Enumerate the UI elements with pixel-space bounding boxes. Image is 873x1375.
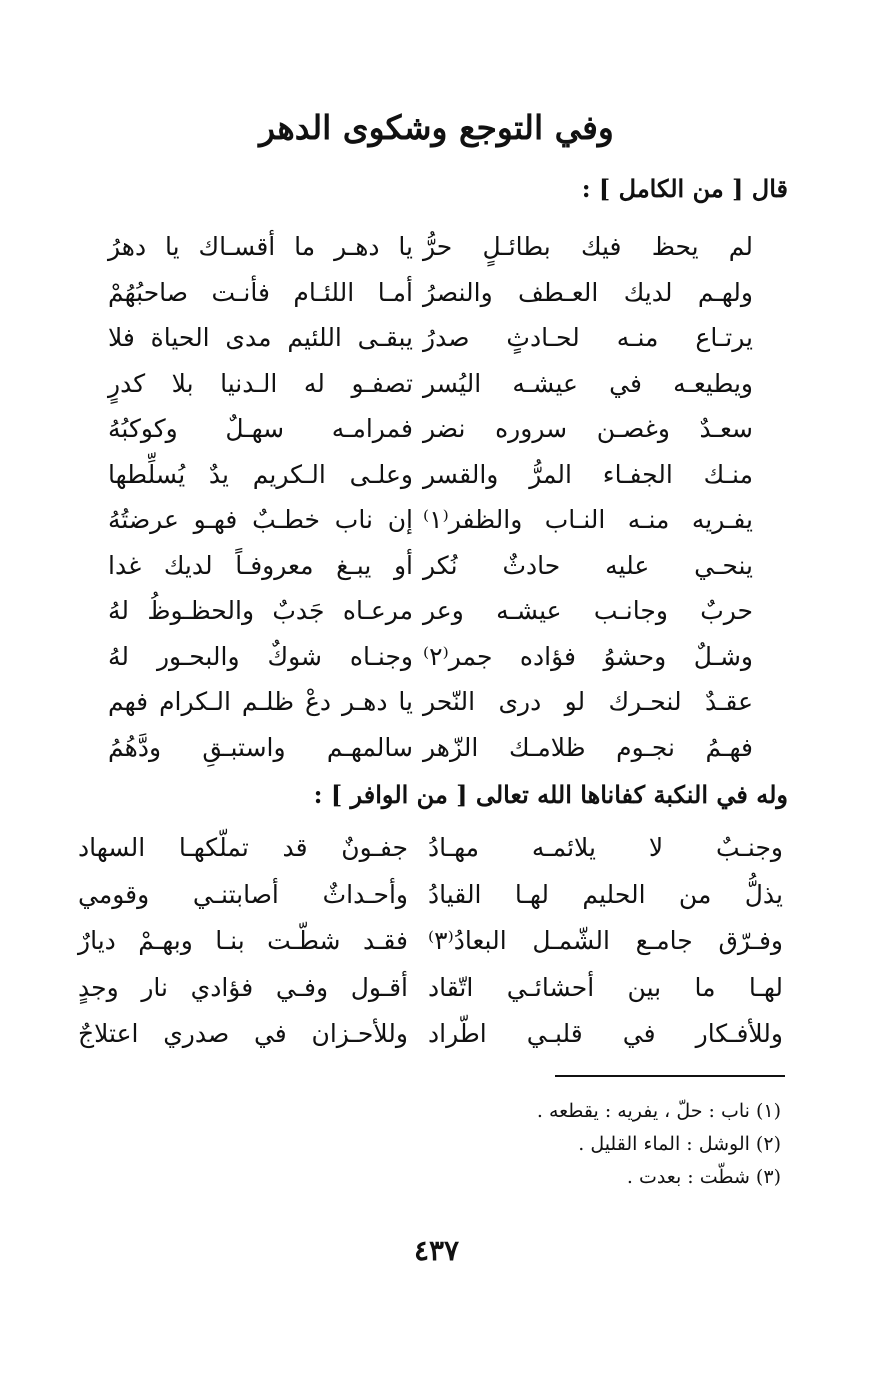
verse-first-hemistich: مرعـاه جَدبٌ والحظـوظُ لهُ bbox=[108, 596, 413, 625]
verse-second-hemistich: لم يحظ فيك بطائـلٍ حرُّ bbox=[423, 232, 753, 261]
page-title: وفي التوجع وشكوى الدهر bbox=[259, 108, 614, 147]
verse bbox=[0, 873, 873, 920]
verse-second-hemistich: لهـا ما بين أحشائـي اتّقاد bbox=[428, 972, 783, 1002]
page-number: ٤٣٧ bbox=[413, 1234, 460, 1267]
verse-second-hemistich: وللأفـكار في قلبـي اطّراد bbox=[428, 1019, 783, 1048]
footnote-divider bbox=[555, 1075, 785, 1077]
verse bbox=[0, 271, 873, 317]
verse-second-hemistich: وشـلٌ وحشوُ فؤاده جمر⁽٢⁾ bbox=[423, 641, 753, 671]
verse-first-hemistich: يا دهـر دعْ ظلـم الـكرام فهم bbox=[108, 687, 413, 716]
verse-second-hemistich: وفـرّق جامـع الشّمـل البعادُ⁽٣⁾ bbox=[428, 926, 783, 955]
verse-second-hemistich: حربٌ وجانـب عيشـه وعر bbox=[423, 596, 753, 625]
verse-first-hemistich: فقـد شطّـت بنـا وبهـمْ ديارٌ bbox=[78, 926, 408, 955]
verse bbox=[0, 726, 873, 772]
verse-first-hemistich: يبقـى اللئيم مدى الحياة فلا bbox=[108, 323, 413, 352]
verse bbox=[0, 316, 873, 362]
verse bbox=[0, 1012, 873, 1059]
poem-intro-kamil: قال [ من الكامل ] : bbox=[581, 174, 788, 203]
verse bbox=[0, 919, 873, 966]
verse-second-hemistich: ويطيعـه في عيشـه اليُسر bbox=[423, 368, 753, 398]
verse-first-hemistich: وأحـداثٌ أصابتنـي وقومي bbox=[78, 879, 408, 909]
verse-second-hemistich: يذلُّ من الحليم لهـا القيادُ bbox=[428, 879, 783, 909]
verse-first-hemistich: جفـونٌ قد تملّكهـا السهاد bbox=[78, 833, 408, 862]
poem-kamil bbox=[0, 225, 873, 771]
verse-first-hemistich: تصفـو له الـدنيا بلا كدرٍ bbox=[108, 368, 413, 398]
verse-first-hemistich: سالمهـم واستبـقِ ودَّهُمُ bbox=[108, 732, 413, 762]
verse-first-hemistich: أو يبـغ معروفـاً لديك غدا bbox=[108, 550, 413, 580]
verse-first-hemistich: وجنـاه شوكٌ والبحـور لهُ bbox=[108, 641, 413, 671]
verse-first-hemistich: أقـول وفـي فؤادي نار وجدٍ bbox=[78, 972, 408, 1002]
poem-intro-wafir: وله في النكبة كفاناها الله تعالى [ من الوافر ] : bbox=[313, 780, 788, 809]
verse-second-hemistich: ولهـم لديك العـطف والنصرُ bbox=[423, 277, 753, 307]
verse-second-hemistich: عقـدٌ لنحـرك لو درى النّحر bbox=[423, 687, 753, 716]
verse-second-hemistich: وجنـبٌ لا يلائمـه مهـادُ bbox=[428, 833, 783, 862]
poem-wafir bbox=[0, 826, 873, 1059]
verse-second-hemistich: يفـريه منـه النـاب والظفر⁽١⁾ bbox=[423, 505, 753, 534]
footnote-2: (٢) الوشل : الماء القليل . bbox=[578, 1133, 781, 1155]
verse-first-hemistich: وعلـى الـكريم يدٌ يُسلِّطها bbox=[108, 459, 413, 489]
verse-first-hemistich: وللأحـزان في صدري اعتلاجٌ bbox=[78, 1019, 408, 1048]
verse bbox=[0, 680, 873, 726]
verse bbox=[0, 362, 873, 408]
verse bbox=[0, 453, 873, 499]
verse bbox=[0, 826, 873, 873]
footnote-3: (٣) شطّت : بعدت . bbox=[626, 1166, 781, 1188]
verse-second-hemistich: منـك الجفـاء المرُّ والقسر bbox=[423, 459, 753, 489]
verse-second-hemistich: ينحـي عليه حادثٌ نُكر bbox=[423, 550, 753, 580]
verse-second-hemistich: فهـمُ نجـوم ظلامـك الزّهر bbox=[423, 732, 753, 762]
verse-second-hemistich: يرتـاع منـه لحـادثٍ صدرُ bbox=[423, 323, 753, 352]
verse-first-hemistich: يا دهـر ما أقسـاك يا دهرُ bbox=[108, 232, 413, 261]
verse bbox=[0, 225, 873, 271]
verse bbox=[0, 966, 873, 1013]
verse-second-hemistich: سعـدٌ وغصـن سروره نضر bbox=[423, 414, 753, 443]
footnote-1: (١) ناب : حلّ ، يفريه : يقطعه . bbox=[536, 1100, 781, 1122]
verse bbox=[0, 498, 873, 544]
verse bbox=[0, 635, 873, 681]
verse bbox=[0, 407, 873, 453]
verse-first-hemistich: فمرامـه سهـلٌ وكوكبُهُ bbox=[108, 414, 413, 443]
verse bbox=[0, 589, 873, 635]
footnotes bbox=[537, 1095, 781, 1194]
verse-first-hemistich: إن ناب خطـبٌ فهـو عرضتُهُ bbox=[108, 505, 413, 534]
verse bbox=[0, 544, 873, 590]
verse-first-hemistich: أمـا اللئـام فأنـت صاحبُهُمْ bbox=[108, 277, 413, 307]
